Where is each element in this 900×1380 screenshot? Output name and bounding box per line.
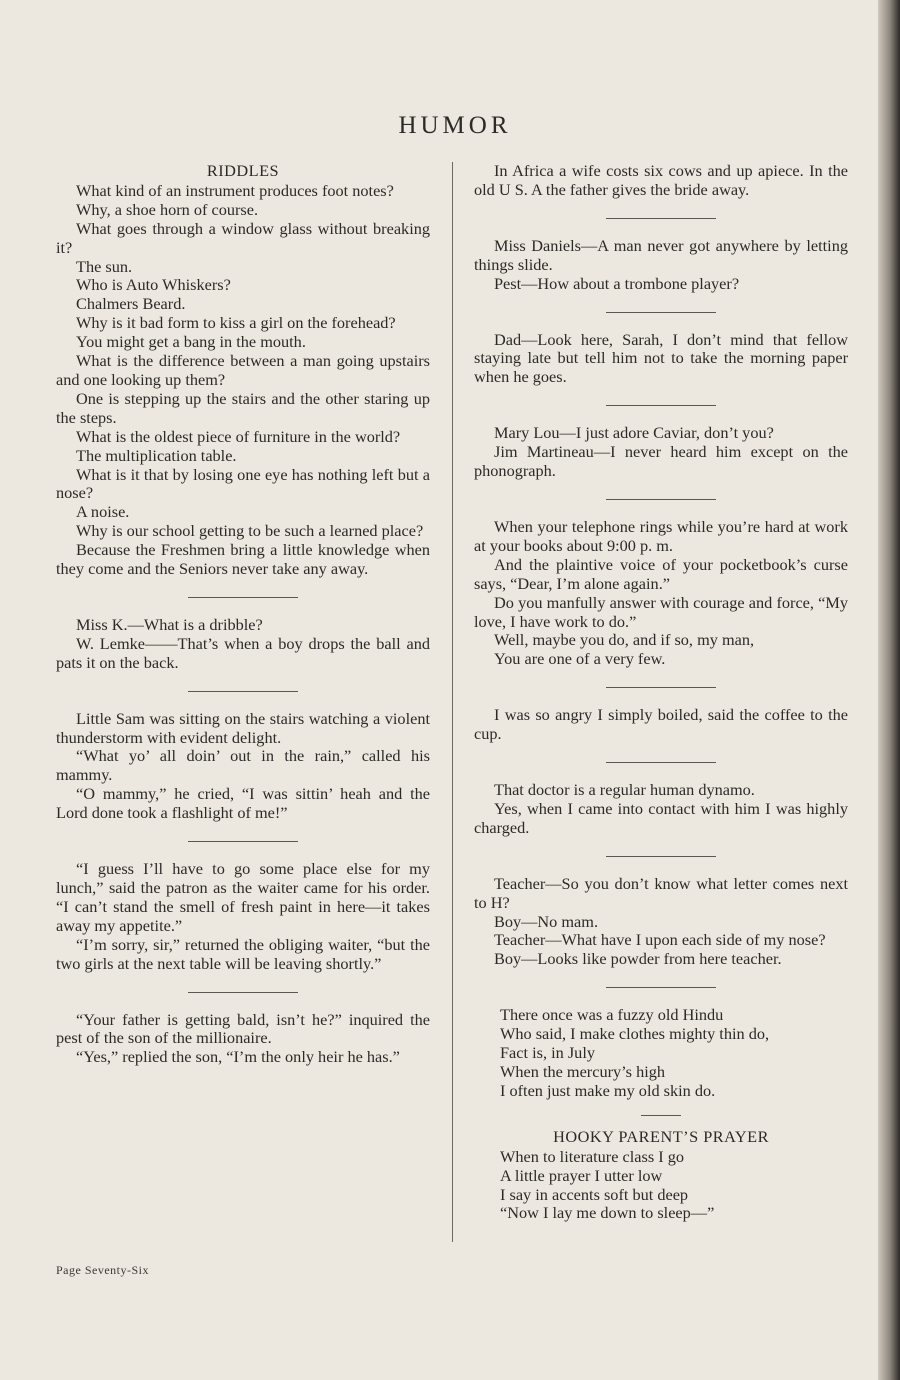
prayer-line: A little prayer I utter low (500, 1165, 663, 1185)
separator-rule (606, 762, 716, 763)
riddle-line: What is the oldest piece of furniture in the world? (76, 426, 401, 446)
joke (474, 781, 848, 838)
page-edge (878, 0, 900, 1380)
joke-line: “I’m sorry, sir,” returned the obliging waiter, “but the two girls at the next table will be leaving shortly.” (56, 934, 430, 973)
separator-rule (606, 218, 716, 219)
joke-line: Well, maybe you do, and if so, my man, (494, 630, 755, 650)
separator-rule (188, 992, 298, 993)
riddle-line: Why, a shoe horn of course. (76, 199, 259, 219)
joke-line: W. Lemke——That’s when a boy drops the ball and pats it on the back. (56, 633, 430, 672)
page-footer: Page Seventy-Six (56, 1263, 149, 1277)
joke-line: Mary Lou—I just adore Caviar, don’t you? (494, 423, 774, 443)
joke-line: And the plaintive voice of your pocketbook’s curse says, “Dear, I’m alone again.” (474, 554, 848, 593)
joke (474, 237, 848, 294)
prayer-heading: HOOKY PARENT’S PRAYER (553, 1126, 769, 1146)
separator-rule (606, 499, 716, 500)
column-divider (452, 162, 453, 1242)
joke-line: That doctor is a regular human dynamo. (494, 780, 755, 800)
joke-line: Miss Daniels—A man never got anywhere by letting things slide. (474, 235, 848, 274)
joke (56, 616, 430, 673)
limerick (500, 1006, 848, 1101)
joke-line: “What yo’ all doin’ out in the rain,” called his mammy. (56, 746, 430, 785)
limerick-line: There once was a fuzzy old Hindu (500, 1005, 724, 1025)
riddle-line: Why is it bad form to kiss a girl on the forehead? (76, 313, 396, 333)
riddle-line: You might get a bang in the mouth. (76, 332, 306, 352)
riddle-line: The sun. (76, 256, 133, 276)
prayer-line: “Now I lay me down to sleep—” (500, 1203, 715, 1223)
joke (56, 710, 430, 823)
joke (474, 518, 848, 669)
separator-rule (606, 987, 716, 988)
riddle-line: What is it that by losing one eye has nothing left but a nose? (56, 464, 430, 503)
limerick-line: Who said, I make clothes mighty thin do, (500, 1024, 770, 1044)
riddle-line: Why is our school getting to be such a learned place? (76, 521, 424, 541)
riddle-line: What is the difference between a man going upstairs and one looking up them? (56, 351, 430, 389)
joke-line: “Yes,” replied the son, “I’m the only heir he has.” (76, 1047, 400, 1067)
riddles-block (56, 182, 430, 579)
riddle-line: The multiplication table. (76, 445, 237, 465)
joke-line: Yes, when I came into contact with him I was highly charged. (474, 798, 848, 837)
right-jokes (474, 162, 848, 969)
joke-line: Little Sam was sitting on the stairs watching a violent thunderstorm with evident delight. (56, 708, 430, 747)
joke-line: Teacher—What have I upon each side of my nose? (494, 930, 826, 950)
riddle-line: Who is Auto Whiskers? (76, 275, 231, 295)
left-column (56, 162, 430, 1067)
joke-line: When your telephone rings while you’re hard at work at your books about 9:00 p. m. (474, 516, 848, 555)
page-title: HUMOR (398, 112, 512, 139)
separator-rule (606, 687, 716, 688)
joke-line: “I guess I’ll have to go some place else for my lunch,” said the patron as the waiter came for his order. “I can’t stand the smell of fresh paint in here—it takes away my appetite.” (56, 859, 430, 935)
joke (474, 162, 848, 200)
separator-rule (641, 1115, 681, 1116)
riddle-line: Chalmers Beard. (76, 294, 186, 314)
joke-line: Boy—No mam. (494, 911, 599, 931)
joke-line: Jim Martineau—I never heard him except on the phonograph. (474, 442, 848, 481)
riddle-line: What goes through a window glass without breaking it? (56, 218, 430, 257)
separator-rule (188, 597, 298, 598)
separator-rule (188, 691, 298, 692)
joke (474, 424, 848, 481)
joke-line: Teacher—So you don’t know what letter comes next to H? (474, 873, 848, 912)
separator-rule (606, 856, 716, 857)
joke (56, 1011, 430, 1068)
joke-line: Boy—Looks like powder from here teacher. (494, 949, 782, 969)
riddle-line: One is stepping up the stairs and the other staring up the steps. (56, 388, 430, 427)
riddle-line: Because the Freshmen bring a little knowledge when they come and the Seniors never take any away. (56, 540, 430, 579)
limerick-line: I often just make my old skin do. (500, 1080, 716, 1100)
limerick-line: When the mercury’s high (500, 1062, 666, 1081)
joke-line: Pest—How about a trombone player? (494, 273, 740, 293)
separator-rule (188, 841, 298, 842)
joke (474, 331, 848, 388)
joke (56, 860, 430, 973)
left-jokes (56, 597, 430, 1067)
riddle-line: A noise. (76, 502, 130, 522)
riddle-line: What kind of an instrument produces foot notes? (76, 180, 394, 200)
joke (474, 875, 848, 970)
prayer-line: When to literature class I go (500, 1146, 684, 1166)
joke-line: I was so angry I simply boiled, said the coffee to the cup. (474, 705, 848, 744)
joke-line: Miss K.—What is a dribble? (76, 614, 263, 634)
joke-line: Dad—Look here, Sarah, I don’t mind that fellow staying late but tell him not to take the morning paper when he goes. (474, 329, 848, 387)
prayer-poem (500, 1148, 848, 1224)
separator-rule (606, 405, 716, 406)
joke-line: “O mammy,” he cried, “I was sittin’ heah and the Lord done took a flashlight of me!” (56, 784, 430, 823)
joke-line: You are one of a very few. (494, 649, 666, 669)
right-column (474, 162, 848, 1223)
riddles-heading: RIDDLES (206, 161, 280, 180)
limerick-line: Fact is, in July (500, 1043, 595, 1063)
separator-rule (606, 312, 716, 313)
joke-line: “Your father is getting bald, isn’t he?” inquired the pest of the son of the millionaire. (56, 1009, 430, 1048)
joke-line: Do you manfully answer with courage and force, “My love, I have work to do.” (474, 592, 848, 631)
joke (474, 706, 848, 744)
joke-line: In Africa a wife costs six cows and up apiece. In the old U S. A the father gives the bride away. (474, 161, 848, 199)
prayer-line: I say in accents soft but deep (500, 1184, 689, 1204)
